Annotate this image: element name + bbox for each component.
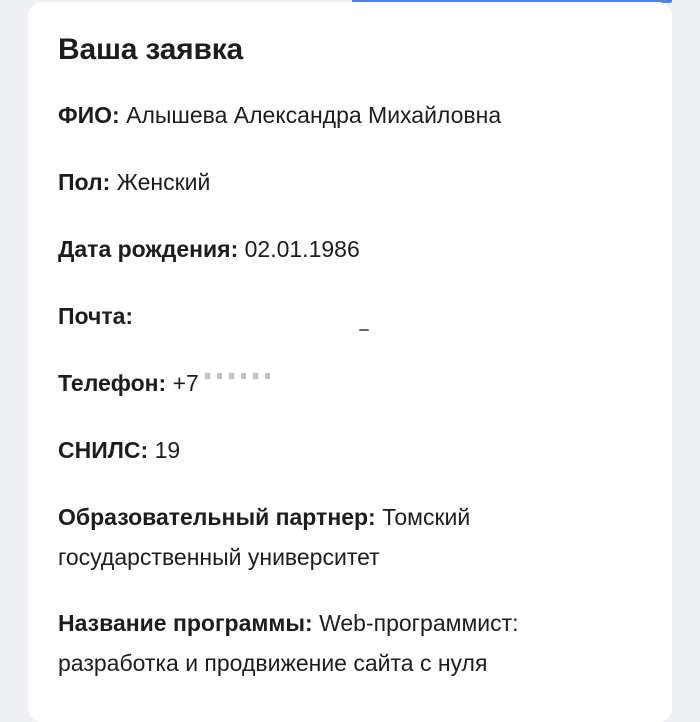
field-birth-date-label: Дата рождения: <box>58 236 239 262</box>
field-fio-value: Алышева Александра Михайловна <box>126 102 502 128</box>
card-title: Ваша заявка <box>58 33 244 66</box>
application-card <box>28 2 672 722</box>
field-fio-label: ФИО: <box>58 102 120 128</box>
field-program-label: Название программы: <box>58 610 313 636</box>
field-birth-date <box>58 229 618 269</box>
field-partner-label: Образовательный партнер: <box>58 504 376 530</box>
field-snils-value: 19 <box>154 437 181 463</box>
field-gender <box>58 162 618 202</box>
field-phone-label: Телефон: <box>58 370 167 396</box>
field-gender-label: Пол: <box>58 169 111 195</box>
field-program <box>58 603 618 683</box>
field-gender-value: Женский <box>116 169 211 195</box>
field-program-value: Web-программист: разработка и продвижение сайта с нуля <box>58 610 519 676</box>
field-phone <box>58 363 618 403</box>
field-email-label: Почта: <box>58 303 134 329</box>
field-snils <box>58 430 618 470</box>
field-email <box>58 296 618 336</box>
field-partner <box>58 497 618 577</box>
redaction-fade <box>205 373 275 379</box>
field-partner-value: Томский государственный университет <box>58 504 471 570</box>
field-phone-value: +7 <box>172 370 199 396</box>
field-snils-label: СНИЛС: <box>58 437 149 463</box>
field-fio <box>58 95 618 135</box>
redaction-mark <box>359 329 369 331</box>
field-birth-date-value: 02.01.1986 <box>244 236 360 262</box>
